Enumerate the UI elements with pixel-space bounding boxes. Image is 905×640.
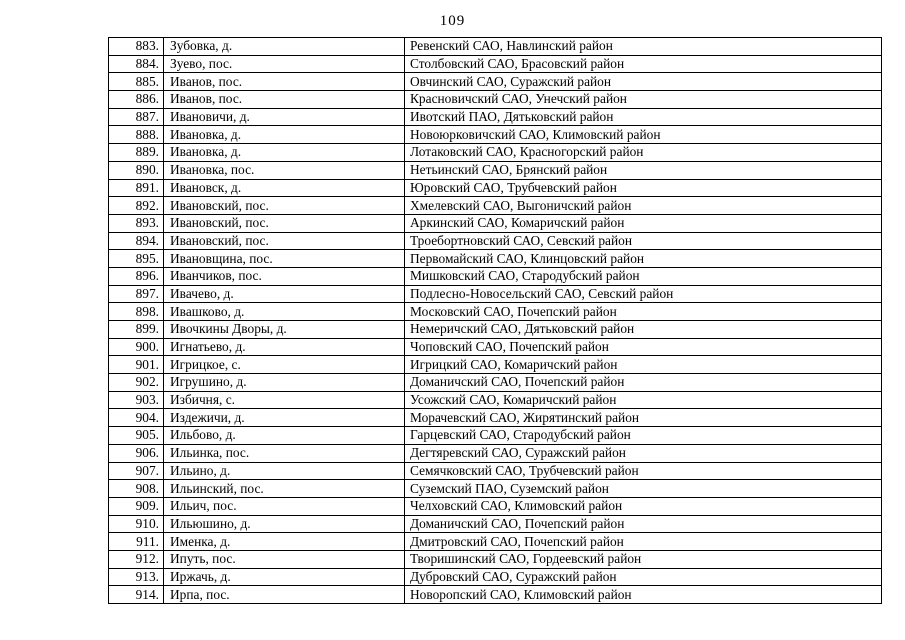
row-number: 891. <box>109 179 164 197</box>
row-number: 897. <box>109 285 164 303</box>
administration-district: Дмитровский САО, Почепский район <box>405 533 882 551</box>
row-number: 893. <box>109 214 164 232</box>
table-row <box>109 427 882 445</box>
row-number: 894. <box>109 232 164 250</box>
administration-district: Московский САО, Почепский район <box>405 303 882 321</box>
settlement-name: Ивановский, пос. <box>164 232 405 250</box>
administration-district: Творишинский САО, Гордеевский район <box>405 550 882 568</box>
table-row <box>109 391 882 409</box>
administration-district: Игрицкий САО, Комаричский район <box>405 356 882 374</box>
settlement-name: Ивановщина, пос. <box>164 250 405 268</box>
settlements-table-body <box>109 38 882 604</box>
administration-district: Новоюрковичский САО, Климовский район <box>405 126 882 144</box>
administration-district: Аркинский САО, Комаричский район <box>405 214 882 232</box>
table-row <box>109 126 882 144</box>
administration-district: Ревенский САО, Навлинский район <box>405 38 882 56</box>
settlement-name: Ивановск, д. <box>164 179 405 197</box>
table-row <box>109 480 882 498</box>
row-number: 892. <box>109 197 164 215</box>
row-number: 889. <box>109 144 164 162</box>
settlement-name: Игнатьево, д. <box>164 338 405 356</box>
table-row <box>109 285 882 303</box>
row-number: 885. <box>109 73 164 91</box>
settlements-table <box>108 37 882 604</box>
settlement-name: Ивановка, д. <box>164 144 405 162</box>
row-number: 883. <box>109 38 164 56</box>
table-row <box>109 303 882 321</box>
settlement-name: Ивашково, д. <box>164 303 405 321</box>
table-row <box>109 550 882 568</box>
settlement-name: Иржачь, д. <box>164 568 405 586</box>
row-number: 912. <box>109 550 164 568</box>
administration-district: Юровский САО, Трубчевский район <box>405 179 882 197</box>
settlement-name: Ивановичи, д. <box>164 108 405 126</box>
settlement-name: Ильбово, д. <box>164 427 405 445</box>
administration-district: Чоповский САО, Почепский район <box>405 338 882 356</box>
table-row <box>109 214 882 232</box>
settlement-name: Ильич, пос. <box>164 497 405 515</box>
settlement-name: Ирпа, пос. <box>164 586 405 604</box>
row-number: 900. <box>109 338 164 356</box>
table-row <box>109 533 882 551</box>
administration-district: Дубровский САО, Суражский район <box>405 568 882 586</box>
table-row <box>109 144 882 162</box>
administration-district: Троебортновский САО, Севский район <box>405 232 882 250</box>
row-number: 898. <box>109 303 164 321</box>
row-number: 903. <box>109 391 164 409</box>
administration-district: Суземский ПАО, Суземский район <box>405 480 882 498</box>
settlement-name: Ипуть, пос. <box>164 550 405 568</box>
settlement-name: Ивановка, д. <box>164 126 405 144</box>
row-number: 890. <box>109 161 164 179</box>
table-row <box>109 55 882 73</box>
settlement-name: Зуево, пос. <box>164 55 405 73</box>
administration-district: Челховский САО, Климовский район <box>405 497 882 515</box>
table-row <box>109 250 882 268</box>
settlement-name: Именка, д. <box>164 533 405 551</box>
row-number: 888. <box>109 126 164 144</box>
settlement-name: Ивачево, д. <box>164 285 405 303</box>
table-row <box>109 586 882 604</box>
settlement-name: Игрушино, д. <box>164 374 405 392</box>
administration-district: Нетьинский САО, Брянский район <box>405 161 882 179</box>
row-number: 901. <box>109 356 164 374</box>
row-number: 914. <box>109 586 164 604</box>
settlement-name: Иванчиков, пос. <box>164 267 405 285</box>
table-row <box>109 409 882 427</box>
administration-district: Усожский САО, Комаричский район <box>405 391 882 409</box>
settlement-name: Избичня, с. <box>164 391 405 409</box>
table-row <box>109 497 882 515</box>
table-row <box>109 91 882 109</box>
table-row <box>109 515 882 533</box>
page-number: 109 <box>439 13 466 29</box>
administration-district: Дегтяревский САО, Суражский район <box>405 444 882 462</box>
table-row <box>109 38 882 56</box>
administration-district: Новоропский САО, Климовский район <box>405 586 882 604</box>
table-row <box>109 108 882 126</box>
table-row <box>109 197 882 215</box>
settlement-name: Ильино, д. <box>164 462 405 480</box>
settlement-name: Ильинский, пос. <box>164 480 405 498</box>
table-row <box>109 568 882 586</box>
settlement-name: Ильюшино, д. <box>164 515 405 533</box>
table-row <box>109 179 882 197</box>
administration-district: Семячковский САО, Трубчевский район <box>405 462 882 480</box>
row-number: 904. <box>109 409 164 427</box>
table-row <box>109 374 882 392</box>
settlement-name: Ивановский, пос. <box>164 214 405 232</box>
administration-district: Овчинский САО, Суражский район <box>405 73 882 91</box>
row-number: 899. <box>109 321 164 339</box>
table-row <box>109 444 882 462</box>
administration-district: Мишковский САО, Стародубский район <box>405 267 882 285</box>
administration-district: Подлесно-Новосельский САО, Севский район <box>405 285 882 303</box>
row-number: 895. <box>109 250 164 268</box>
administration-district: Хмелевский САО, Выгоничский район <box>405 197 882 215</box>
administration-district: Морачевский САО, Жирятинский район <box>405 409 882 427</box>
settlement-name: Иванов, пос. <box>164 91 405 109</box>
administration-district: Гарцевский САО, Стародубский район <box>405 427 882 445</box>
row-number: 910. <box>109 515 164 533</box>
row-number: 908. <box>109 480 164 498</box>
administration-district: Доманичский САО, Почепский район <box>405 515 882 533</box>
table-row <box>109 161 882 179</box>
settlement-name: Зубовка, д. <box>164 38 405 56</box>
settlement-name: Иванов, пос. <box>164 73 405 91</box>
settlement-name: Издежичи, д. <box>164 409 405 427</box>
row-number: 886. <box>109 91 164 109</box>
administration-district: Первомайский САО, Клинцовский район <box>405 250 882 268</box>
row-number: 905. <box>109 427 164 445</box>
row-number: 887. <box>109 108 164 126</box>
table-row <box>109 232 882 250</box>
row-number: 902. <box>109 374 164 392</box>
row-number: 913. <box>109 568 164 586</box>
settlement-name: Ивановка, пос. <box>164 161 405 179</box>
row-number: 884. <box>109 55 164 73</box>
table-row <box>109 338 882 356</box>
table-row <box>109 462 882 480</box>
table-row <box>109 267 882 285</box>
settlement-name: Ивочкины Дворы, д. <box>164 321 405 339</box>
row-number: 907. <box>109 462 164 480</box>
administration-district: Красновичский САО, Унечский район <box>405 91 882 109</box>
settlement-name: Игрицкое, с. <box>164 356 405 374</box>
table-row <box>109 73 882 91</box>
administration-district: Немеричский САО, Дятьковский район <box>405 321 882 339</box>
table-row <box>109 356 882 374</box>
settlement-name: Ивановский, пос. <box>164 197 405 215</box>
administration-district: Ивотский ПАО, Дятьковский район <box>405 108 882 126</box>
row-number: 909. <box>109 497 164 515</box>
administration-district: Лотаковский САО, Красногорский район <box>405 144 882 162</box>
row-number: 911. <box>109 533 164 551</box>
row-number: 906. <box>109 444 164 462</box>
administration-district: Доманичский САО, Почепский район <box>405 374 882 392</box>
table-row <box>109 321 882 339</box>
row-number: 896. <box>109 267 164 285</box>
settlement-name: Ильинка, пос. <box>164 444 405 462</box>
administration-district: Столбовский САО, Брасовский район <box>405 55 882 73</box>
